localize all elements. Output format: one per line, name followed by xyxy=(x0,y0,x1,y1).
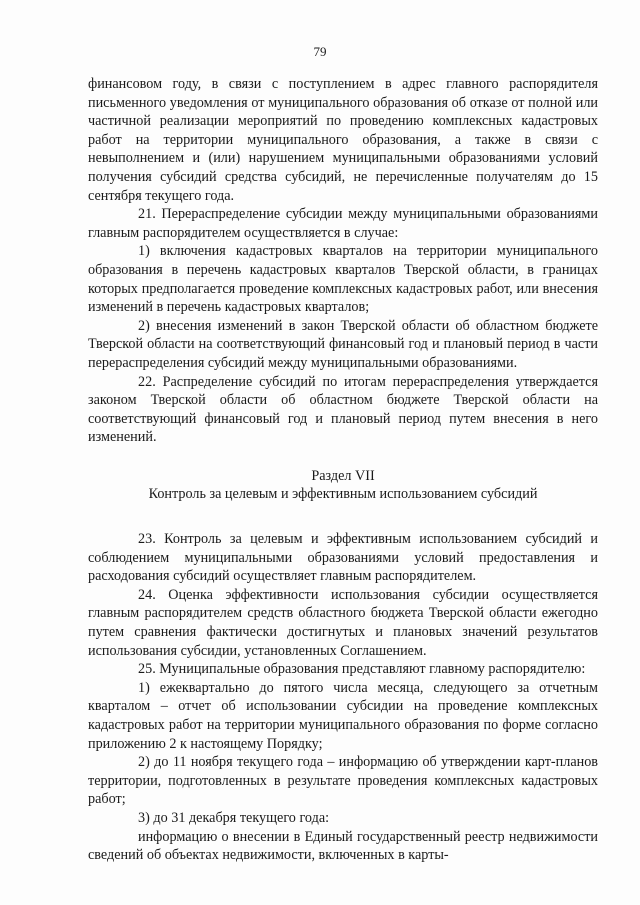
paragraph-25-item-3: 3) до 31 декабря текущего года: xyxy=(138,809,330,826)
paragraph-22: 22. Распределение субсидий по итогам перераспределения утверждается законом Тверской области об областном бюджете Тверской области на соответствующий финансовый год и плановый период путем внесения в него изменений. xyxy=(88,373,598,446)
section-spacer xyxy=(88,447,598,467)
paragraph-21-item-1: 1) включения кадастровых кварталов на территории муниципального образования в перечень кадастровых кварталов Тверской области, в границах которых предполагается проведение комплексных кадастровых работ, или внесения изменений в перечень кадастровых кварталов; xyxy=(88,243,598,316)
document-body xyxy=(88,75,598,865)
paragraph-23: 23. Контроль за целевым и эффективным использованием субсидий и соблюдением муниципальными образованиями условий предоставления и расходования субсидий осуществляет главным распорядителем. xyxy=(88,531,598,585)
paragraph-continuation: финансовом году, в связи с поступлением в адрес главного распорядителя письменного уведомления от муниципального образования об отказе от полной или частичной реализации мероприятий по проведению комплексных кадастровых работ на территории муниципального образования, а также в связи с невыполнением и (или) нарушением муниципальными образованиями условий получения субсидий средства субсидий, не перечисленные получателям до 15 сентября текущего года. xyxy=(88,76,598,204)
paragraph-25-item-3-text: информацию о внесении в Единый государственный реестр недвижимости сведений об объектах недвижимости, включенных в карты- xyxy=(88,828,598,864)
paragraph-21-item-2: 2) внесения изменений в закон Тверской области об областном бюджете Тверской области на соответствующий финансовый год и плановый период в части перераспределения субсидий между муниципальными образованиями. xyxy=(88,317,598,371)
paragraph-25-item-2: 2) до 11 ноября текущего года – информацию об утверждении карт-планов территории, подготовленных в результате проведения комплексных кадастровых работ; xyxy=(88,754,598,808)
paragraph-21: 21. Перераспределение субсидии между муниципальными образованиями главным распорядителем осуществляется в случае: xyxy=(88,206,598,241)
paragraph-24: 24. Оценка эффективности использования субсидии осуществляется главным распорядителем средств областного бюджета Тверской области ежегодно путем сравнения фактически достигнутых и плановых значений результатов использования субсидии, установленных Соглашением. xyxy=(88,586,598,659)
section-number: Раздел VII xyxy=(311,467,375,484)
section-spacer xyxy=(88,504,598,530)
page-number: 79 xyxy=(313,44,327,59)
paragraph-25: 25. Муниципальные образования представляют главному распорядителю: xyxy=(138,661,586,678)
paragraph-25-item-1: 1) ежеквартально до пятого числа месяца, следующего за отчетным кварталом – отчет об использовании субсидии на проведение комплексных кадастровых работ на территории муниципального образования по форме согласно приложению 2 к настоящему Порядку; xyxy=(88,679,598,752)
section-title: Контроль за целевым и эффективным использованием субсидий xyxy=(148,486,538,503)
